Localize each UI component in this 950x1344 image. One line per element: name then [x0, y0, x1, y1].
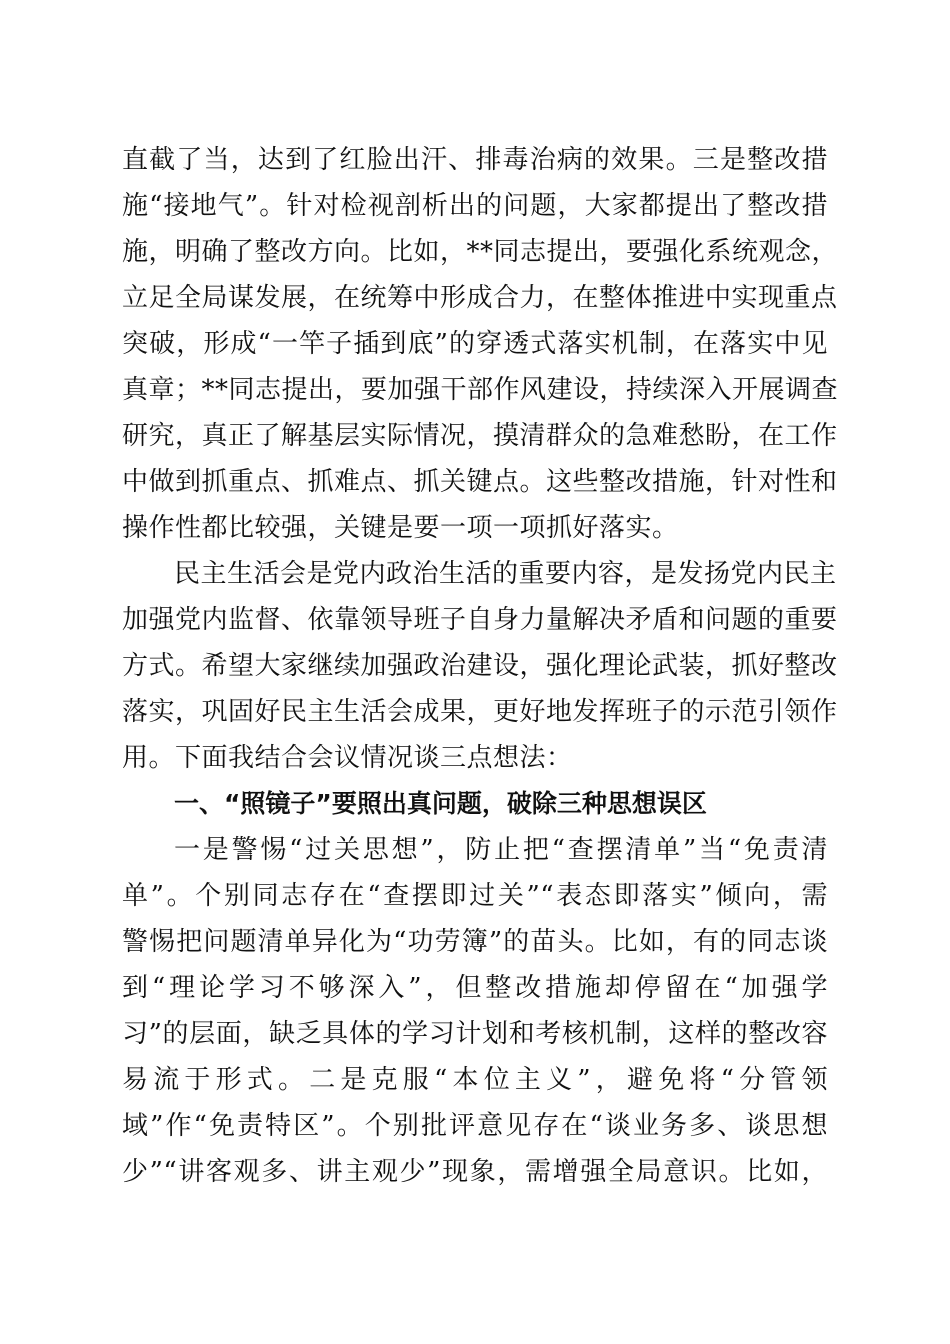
body-text-line: 直截了当，达到了红脸出汗、排毒治病的效果。三是整改措 — [122, 145, 828, 175]
section-heading: 一、“照镜子”要照出真问题，破除三种思想误区 — [174, 789, 707, 818]
body-text-line: 警惕把问题清单异化为“功劳簿”的苗头。比如，有的同志谈 — [122, 927, 828, 957]
paragraph-first-line: 民主生活会是党内政治生活的重要内容，是发扬党内民主 — [174, 559, 837, 589]
body-text-line: 操作性都比较强，关键是要一项一项抓好落实。 — [122, 513, 679, 543]
body-text-line: 习”的层面，缺乏具体的学习计划和考核机制，这样的整改容 — [122, 1019, 828, 1049]
body-text-line: 立足全局谋发展，在统筹中形成合力，在整体推进中实现重点 — [122, 283, 838, 313]
body-text-line: 单”。个别同志存在“查摆即过关”“表态即落实”倾向，需 — [122, 881, 828, 911]
body-text-line: 施，明确了整改方向。比如，**同志提出，要强化系统观念， — [122, 237, 839, 267]
body-text-line: 落实，巩固好民主生活会成果，更好地发挥班子的示范引领作 — [122, 697, 838, 727]
body-text-line: 到“理论学习不够深入”，但整改措施却停留在“加强学 — [122, 973, 828, 1003]
body-text-line: 少”“讲客观多、讲主观少”现象，需增强全局意识。比如， — [122, 1157, 828, 1187]
body-text-line: 易流于形式。二是克服“本位主义”，避免将“分管领 — [122, 1065, 828, 1095]
body-text-line: 施“接地气”。针对检视剖析出的问题，大家都提出了整改措 — [122, 191, 828, 221]
body-text-line: 加强党内监督、依靠领导班子自身力量解决矛盾和问题的重要 — [122, 605, 838, 635]
body-text-line: 方式。希望大家继续加强政治建设，强化理论武装，抓好整改 — [122, 651, 838, 681]
paragraph-first-line: 一是警惕“过关思想”，防止把“查摆清单”当“免责清 — [174, 835, 828, 865]
body-text-line: 突破，形成“一竿子插到底”的穿透式落实机制，在落实中见 — [122, 329, 828, 359]
body-text-line: 中做到抓重点、抓难点、抓关键点。这些整改措施，针对性和 — [122, 467, 838, 497]
body-text-line: 真章；**同志提出，要加强干部作风建设，持续深入开展调查 — [122, 375, 839, 405]
body-text-line: 用。下面我结合会议情况谈三点想法： — [122, 743, 573, 773]
body-text-line: 域”作“免责特区”。个别批评意见存在“谈业务多、谈思想 — [122, 1111, 828, 1141]
body-text-line: 研究，真正了解基层实际情况，摸清群众的急难愁盼，在工作 — [122, 421, 838, 451]
